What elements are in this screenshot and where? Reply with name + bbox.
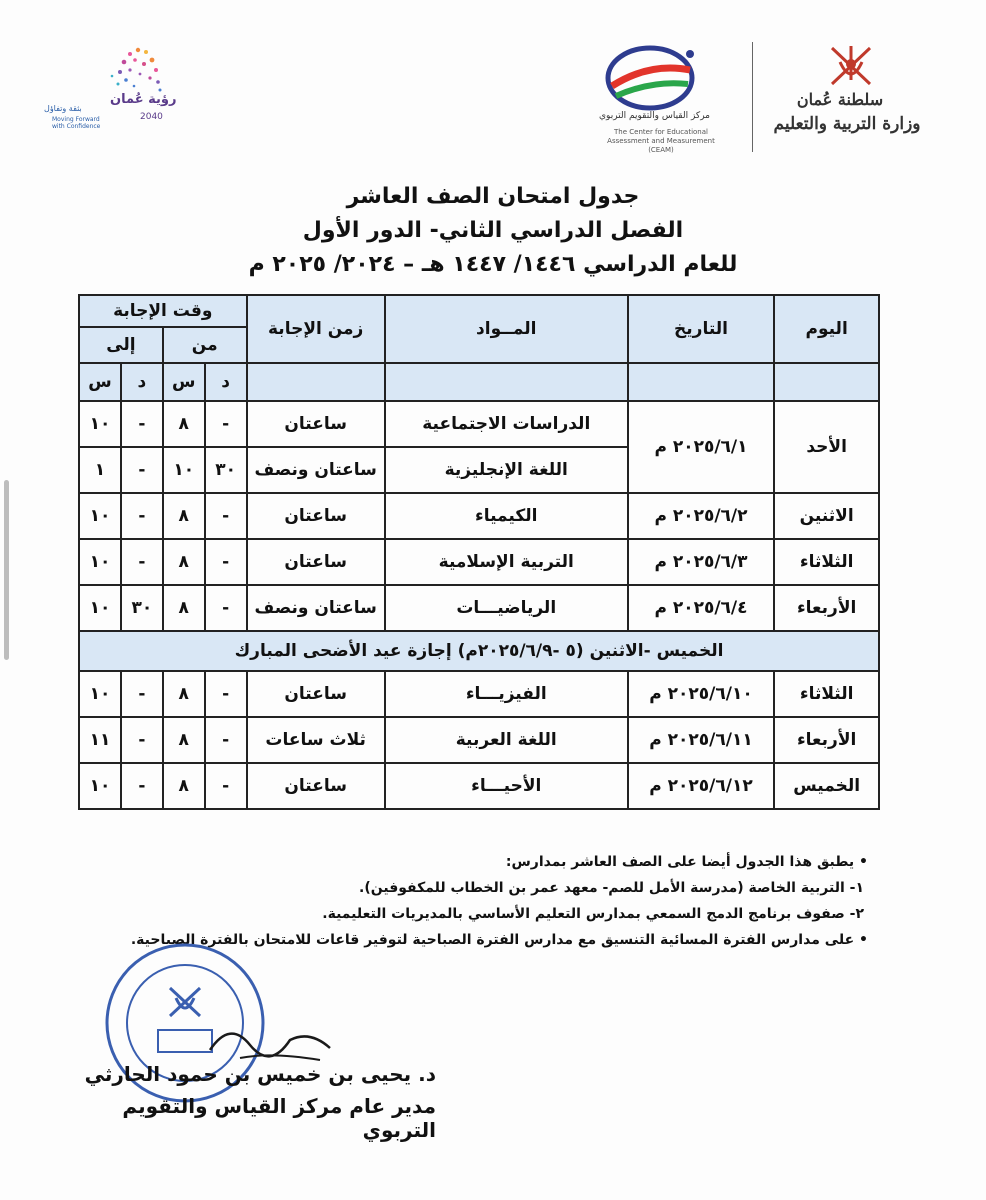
cell-date: ٢٠٢٥/٦/٤ م (628, 585, 775, 631)
header-day: اليوم (774, 295, 879, 363)
cell-from-minute: - (205, 763, 247, 809)
cell-from-hour: ٨ (163, 763, 205, 809)
cell-from-hour: ٨ (163, 585, 205, 631)
cell-to-hour: ١٠ (79, 763, 121, 809)
table-row (79, 585, 879, 631)
cell-to-minute: - (121, 539, 163, 585)
vision-logo-subtitle-ar: بثقة وتفاؤل (44, 104, 82, 113)
table-row (79, 493, 879, 539)
header-to: إلى (79, 327, 163, 363)
header-day-blank (774, 363, 879, 401)
cell-duration: ثلاث ساعات (247, 717, 385, 763)
cell-duration: ساعتان (247, 763, 385, 809)
header-subject-blank (385, 363, 628, 401)
table-row (79, 717, 879, 763)
vision-logo-subtitle-en: Moving Forward with Confidence (52, 116, 101, 130)
ceam-logo-english: The Center for Educational Assessment and Measurement (CEAM) (607, 128, 715, 154)
cell-duration: ساعتان (247, 671, 385, 717)
cell-to-minute: ٣٠ (121, 585, 163, 631)
cell-to-hour: ١ (79, 447, 121, 493)
cell-from-hour: ١٠ (163, 447, 205, 493)
note-evening-schools: • على مدارس الفترة المسائية التنسيق مع مدارس الفترة الصباحية لتوفير قاعات للامتحان بالفترة الصباحية. (130, 932, 868, 948)
vision-logo-year: 2040 (140, 112, 163, 122)
header-date-blank (628, 363, 775, 401)
academic-year: للعام الدراسي ١٤٤٦/ ١٤٤٧ هـ – ٢٠٢٤/ ٢٠٢٥ م (248, 252, 738, 277)
document-subtitle: الفصل الدراسي الثاني- الدور الأول (302, 218, 684, 243)
cell-subject: الرياضيـــات (385, 585, 628, 631)
handwritten-signature (200, 1010, 350, 1070)
cell-from-hour: ٨ (163, 717, 205, 763)
cell-date: ٢٠٢٥/٦/٣ م (628, 539, 775, 585)
cell-date: ٢٠٢٥/٦/١٠ م (628, 671, 775, 717)
ministry-logo-line1: سلطنة عُمان (796, 90, 884, 109)
cell-subject: الكيمياء (385, 493, 628, 539)
cell-duration: ساعتان ونصف (247, 585, 385, 631)
cell-day: الاثنين (774, 493, 879, 539)
cell-subject: الأحيـــاء (385, 763, 628, 809)
cell-from-minute: - (205, 671, 247, 717)
document-title: جدول امتحان الصف العاشر (346, 184, 640, 209)
cell-to-minute: - (121, 493, 163, 539)
holiday-row (79, 631, 879, 671)
table-row (79, 539, 879, 585)
cell-to-minute: - (121, 671, 163, 717)
header-to-minute: د (121, 363, 163, 401)
cell-from-hour: ٨ (163, 401, 205, 447)
cell-from-minute: - (205, 585, 247, 631)
cell-duration: ساعتان (247, 539, 385, 585)
cell-date: ٢٠٢٥/٦/١٢ م (628, 763, 775, 809)
header-subject: المــواد (385, 295, 628, 363)
header-from: من (163, 327, 247, 363)
cell-to-hour: ١٠ (79, 401, 121, 447)
cell-subject: الدراسات الاجتماعية (385, 401, 628, 447)
holiday-note: الخميس -الاثنين (٥ -٢٠٢٥/٦/٩م) إجازة عيد الأضحى المبارك (79, 631, 879, 671)
table-row (79, 401, 879, 447)
cell-day: الخميس (774, 763, 879, 809)
cell-to-hour: ١٠ (79, 585, 121, 631)
ceam-logo-arabic: مركز القياس والتقويم التربوي (599, 111, 710, 121)
cell-day: الأربعاء (774, 717, 879, 763)
cell-subject: التربية الإسلامية (385, 539, 628, 585)
cell-from-hour: ٨ (163, 539, 205, 585)
cell-duration: ساعتان ونصف (247, 447, 385, 493)
cell-to-minute: - (121, 401, 163, 447)
table-row (79, 671, 879, 717)
logo-divider (752, 42, 753, 152)
cell-to-hour: ١٠ (79, 493, 121, 539)
header-to-hour: س (79, 363, 121, 401)
signatory-name: د. يحيى بن خميس بن حمود الحارثي (84, 1062, 436, 1086)
cell-duration: ساعتان (247, 493, 385, 539)
cell-to-minute: - (121, 763, 163, 809)
cell-day: الأربعاء (774, 585, 879, 631)
header-duration: زمن الإجابة (247, 295, 385, 363)
cell-to-minute: - (121, 717, 163, 763)
cell-subject: اللغة الإنجليزية (385, 447, 628, 493)
scrollbar[interactable] (4, 480, 9, 660)
cell-duration: ساعتان (247, 401, 385, 447)
exam-schedule-table (78, 294, 880, 810)
header-from-hour: س (163, 363, 205, 401)
header-duration-blank (247, 363, 385, 401)
cell-to-hour: ١١ (79, 717, 121, 763)
cell-to-minute: - (121, 447, 163, 493)
cell-from-hour: ٨ (163, 671, 205, 717)
cell-subject: الفيزيـــاء (385, 671, 628, 717)
signatory-title: مدير عام مركز القياس والتقويم التربوي (122, 1094, 436, 1142)
cell-to-hour: ١٠ (79, 539, 121, 585)
header-date: التاريخ (628, 295, 775, 363)
cell-to-hour: ١٠ (79, 671, 121, 717)
note-item-2: ٢- صفوف برنامج الدمج السمعي بمدارس التعليم الأساسي بالمديريات التعليمية. (322, 906, 864, 922)
note-intro: • يطبق هذا الجدول أيضا على الصف العاشر بمدارس: (505, 854, 868, 870)
header-from-minute: د (205, 363, 247, 401)
cell-from-minute: ٣٠ (205, 447, 247, 493)
cell-date: ٢٠٢٥/٦/١١ م (628, 717, 775, 763)
cell-date: ٢٠٢٥/٦/٢ م (628, 493, 775, 539)
note-item-1: ١- التربية الخاصة (مدرسة الأمل للصم- معهد عمر بن الخطاب للمكفوفين). (359, 880, 864, 896)
cell-from-hour: ٨ (163, 493, 205, 539)
cell-day: الثلاثاء (774, 539, 879, 585)
cell-from-minute: - (205, 539, 247, 585)
cell-from-minute: - (205, 717, 247, 763)
vision-logo-text: رؤية عُمان (110, 92, 177, 107)
cell-day: الأحد (774, 401, 879, 493)
header-answer-time: وقت الإجابة (79, 295, 247, 327)
cell-date: ٢٠٢٥/٦/١ م (628, 401, 775, 493)
cell-from-minute: - (205, 401, 247, 447)
table-row (79, 763, 879, 809)
cell-day: الثلاثاء (774, 671, 879, 717)
cell-subject: اللغة العربية (385, 717, 628, 763)
cell-from-minute: - (205, 493, 247, 539)
ministry-logo-line2: وزارة التربية والتعليم (773, 114, 921, 134)
